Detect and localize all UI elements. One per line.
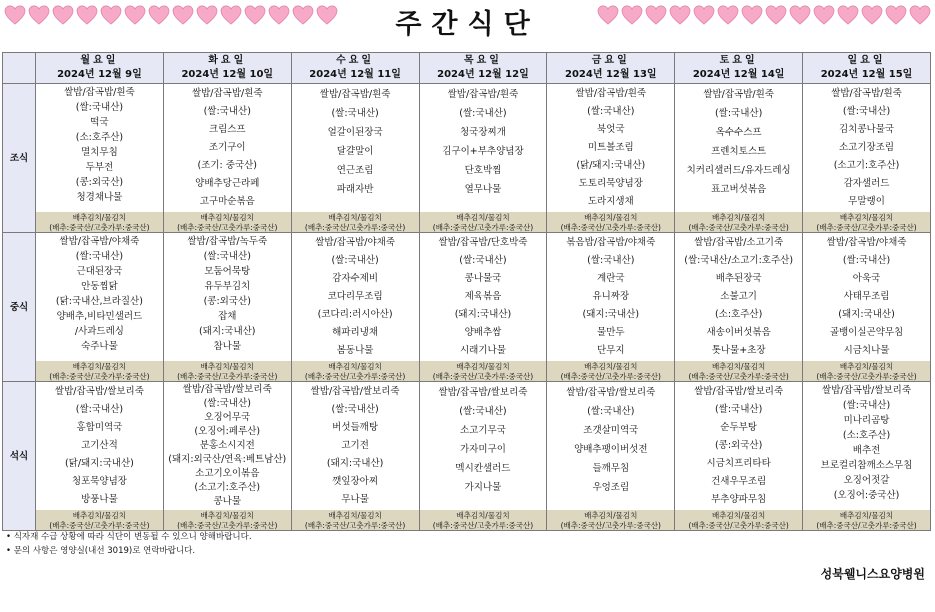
- menu-item: 단호박찜: [464, 165, 502, 176]
- menu-item: 코다리무조림: [327, 291, 383, 302]
- day-date: 2024년 12월 10일: [181, 69, 274, 80]
- kimchi-line: (배추:중국산/고춧가루:중국산): [177, 222, 278, 232]
- menu-item: (쌀:국내산): [459, 108, 507, 119]
- menu-item: 조기구이: [208, 142, 246, 153]
- menu-items: [292, 382, 419, 510]
- kimchi-band: [164, 361, 291, 381]
- kimchi-line: 배추김치/물김치: [456, 213, 510, 222]
- menu-item: 우엉조림: [592, 482, 630, 493]
- menu-item: 콩나물국: [464, 273, 502, 284]
- menu-item: 배추전: [852, 445, 881, 456]
- day-header-5: [675, 53, 803, 84]
- menu-item: (닭/돼지:국내산): [64, 458, 134, 469]
- menu-item: 시금치프리타타: [706, 458, 771, 469]
- menu-item: (조기: 중국산): [197, 160, 258, 171]
- menu-item: 깻잎장아찌: [332, 476, 379, 487]
- menu-cell: [291, 382, 419, 531]
- kimchi-band: [292, 212, 419, 232]
- menu-item: (쌀:국내산): [331, 255, 379, 266]
- menu-item: 청포묵양념장: [71, 476, 127, 487]
- menu-item: 단무지: [597, 345, 625, 356]
- kimchi-line: 배추김치/물김치: [839, 213, 894, 222]
- menu-cell: [803, 382, 931, 531]
- menu-item: (쌀:국내산): [203, 106, 251, 117]
- menu-item: 시금치나물: [843, 345, 890, 356]
- kimchi-band: [164, 212, 291, 232]
- day-name: 수요일: [336, 55, 375, 66]
- menu-item: 소고기장조림: [839, 142, 895, 153]
- menu-item: (코다리:러시아산): [317, 309, 393, 320]
- menu-item: 쌀밥/잡곡밥/쌀보리죽: [694, 386, 784, 397]
- menu-item: 골뱅이실곤약무침: [829, 327, 904, 338]
- menu-items: [420, 84, 547, 212]
- menu-item: 무말랭이: [848, 196, 885, 207]
- kimchi-band: [292, 510, 419, 530]
- menu-item: 계란국: [597, 273, 625, 284]
- menu-item: 가자미구이: [460, 444, 506, 455]
- kimchi-line: (배추:중국산/고춧가루:중국산): [816, 371, 917, 381]
- menu-item: (쌀:국내산): [587, 106, 635, 117]
- menu-item: (쌀:국내산): [842, 106, 891, 117]
- menu-items: [36, 382, 163, 510]
- kimchi-line: 배추김치/물김치: [72, 511, 127, 520]
- menu-item: 유니짜장: [592, 291, 630, 302]
- kimchi-line: 배추김치/물김치: [584, 213, 638, 222]
- kimchi-line: (배추:중국산/고춧가루:중국산): [688, 222, 789, 232]
- meal-row-2: [3, 382, 931, 531]
- kimchi-line: 배추김치/물김치: [328, 511, 382, 520]
- menu-item: 쌀밥/잡곡밥/흰죽: [64, 87, 135, 98]
- kimchi-band: [675, 510, 802, 530]
- menu-cell: [547, 84, 675, 233]
- menu-item: 숙주나물: [81, 341, 118, 352]
- menu-item: 쌀밥/잡곡밥/흰죽: [575, 88, 647, 99]
- day-name: 월요일: [80, 55, 119, 66]
- menu-item: 아욱국: [852, 273, 881, 284]
- menu-item: 청경채나물: [76, 192, 123, 203]
- menu-items: [547, 84, 674, 212]
- menu-item: 쌀밥/잡곡밥/흰죽: [319, 89, 391, 100]
- menu-item: 가지나물: [464, 482, 502, 493]
- menu-item: (돼지:외국산/연육:베트남산): [168, 454, 287, 465]
- menu-item: 유두부김치: [204, 281, 251, 292]
- kimchi-line: (배추:중국산/고춧가루:중국산): [177, 371, 278, 381]
- kimchi-line: (배추:중국산/고춧가루:중국산): [560, 222, 661, 232]
- note-2-text: 문의 사항은 영양실(내선 3019)로 연락바랍니다.: [13, 546, 196, 556]
- menu-item: (닭:국내산,브라질산): [55, 296, 143, 307]
- kimchi-line: 배추김치/물김치: [839, 511, 894, 520]
- kimchi-line: (배추:중국산/고춧가루:중국산): [688, 520, 789, 530]
- day-name: 목요일: [463, 55, 502, 66]
- menu-item: 소고기오이볶음: [195, 468, 260, 479]
- kimchi-line: (배추:중국산/고춧가루:중국산): [49, 371, 150, 381]
- day-date: 2024년 12월 11일: [309, 69, 401, 80]
- menu-item: 안동찜닭: [81, 281, 118, 292]
- menu-items: [292, 84, 419, 212]
- kimchi-line: (배추:중국산/고춧가루:중국산): [49, 520, 150, 530]
- menu-cell: [675, 382, 803, 531]
- menu-item: 쌀밥/잡곡밥/흰죽: [447, 89, 519, 100]
- menu-item: 콩나물: [213, 496, 242, 507]
- menu-item: 파래자반: [336, 184, 374, 195]
- menu-item: 소불고기: [720, 291, 757, 302]
- kimchi-band: [675, 212, 802, 232]
- menu-item: 잡채: [218, 311, 237, 322]
- menu-items: [547, 233, 674, 361]
- menu-item: 고기전: [341, 440, 369, 451]
- day-name: 토요일: [719, 55, 758, 66]
- day-header-2: [291, 53, 419, 84]
- kimchi-line: 배추김치/물김치: [712, 213, 766, 222]
- menu-item: (쌀:국내산): [75, 102, 124, 113]
- menu-cell: [36, 233, 164, 382]
- menu-item: 김구이+부추양념장: [442, 146, 524, 157]
- kimchi-band: [547, 510, 674, 530]
- kimchi-band: [420, 212, 547, 232]
- kimchi-band: [803, 212, 930, 232]
- menu-items: [803, 233, 930, 361]
- menu-item: 제육볶음: [464, 291, 502, 302]
- menu-cell: [547, 233, 675, 382]
- menu-item: 미트볼조림: [587, 142, 634, 153]
- day-date: 2024년 12월 14일: [692, 69, 785, 80]
- kimchi-line: (배추:중국산/고춧가루:중국산): [432, 371, 534, 381]
- day-header-4: [547, 53, 675, 84]
- menu-item: 고기산적: [81, 440, 118, 451]
- menu-item: (콩:외국산): [75, 177, 124, 188]
- menu-item: 쌀밥/잡곡밥/흰죽: [703, 89, 774, 100]
- day-header-3: [419, 53, 547, 84]
- menu-item: (소고기:호주산): [833, 160, 900, 171]
- menu-item: 참나물: [213, 341, 242, 352]
- kimchi-line: (배추:중국산/고춧가루:중국산): [177, 520, 278, 530]
- kimchi-band: [36, 510, 163, 530]
- menu-cell: [163, 84, 291, 233]
- menu-item: 분홍소시지전: [199, 440, 255, 451]
- kimchi-line: (배추:중국산/고춧가루:중국산): [688, 371, 789, 381]
- menu-cell: [803, 233, 931, 382]
- menu-items: [420, 233, 547, 361]
- menu-item: 부추양파무침: [711, 494, 767, 505]
- menu-item: (쌀:국내산): [714, 404, 763, 415]
- menu-item: (돼지:국내산): [582, 309, 640, 320]
- menu-item: 홍합미역국: [76, 422, 123, 433]
- day-header-0: [36, 53, 164, 84]
- menu-item: 얼갈이된장국: [327, 127, 383, 138]
- menu-items: [420, 382, 547, 510]
- menu-item: (오징어:페루산): [194, 426, 261, 437]
- menu-item: (쌀:국내산): [587, 406, 635, 417]
- corner-cell: [3, 53, 36, 84]
- menu-item: 연근조림: [336, 165, 374, 176]
- kimchi-line: (배추:중국산/고춧가루:중국산): [304, 222, 406, 232]
- menu-item: 물만두: [597, 327, 625, 338]
- menu-item: 치커리샐러드/유자드레싱: [686, 165, 791, 176]
- menu-item: (쌀:국내산): [75, 251, 124, 262]
- menu-item: 감자샐러드: [843, 178, 890, 189]
- menu-item: 오징어젓갈: [843, 475, 890, 486]
- menu-item: 쌀밥/잡곡밥/야채죽: [59, 236, 140, 247]
- menu-items: [803, 382, 930, 510]
- menu-cell: [163, 382, 291, 531]
- menu-item: 양배추당근라페: [195, 178, 260, 189]
- page-title: 주간식단: [395, 9, 540, 40]
- kimchi-line: 배추김치/물김치: [712, 362, 766, 371]
- menu-item: 양배추팽이버섯전: [574, 444, 648, 455]
- menu-items: [803, 84, 930, 212]
- kimchi-band: [420, 510, 547, 530]
- kimchi-line: 배추김치/물김치: [456, 511, 510, 520]
- menu-item: (쌀:국내산): [331, 108, 379, 119]
- menu-item: (쌀:국내산): [331, 404, 379, 415]
- menu-cell: [163, 233, 291, 382]
- menu-item: 고구마순볶음: [199, 196, 255, 207]
- kimchi-line: 배추김치/물김치: [72, 213, 127, 222]
- menu-item: 도라지생채: [587, 196, 634, 207]
- kimchi-line: 배추김치/물김치: [200, 362, 254, 371]
- weekly-menu-table: [2, 52, 931, 531]
- kimchi-line: 배추김치/물김치: [328, 213, 382, 222]
- menu-item: (돼지:국내산): [454, 309, 512, 320]
- kimchi-line: (배추:중국산/고춧가루:중국산): [432, 222, 534, 232]
- menu-item: 쌀밥/잡곡밥/야채죽: [826, 237, 907, 248]
- menu-item: 볶음밥/잡곡밥/야채죽: [566, 237, 656, 248]
- kimchi-band: [164, 510, 291, 530]
- menu-item: (닭/돼지:국내산): [576, 160, 646, 171]
- meal-row-1: [3, 233, 931, 382]
- menu-item: 북엇국: [597, 124, 625, 135]
- menu-item: 쌀밥/잡곡밥/흰죽: [831, 88, 902, 99]
- menu-item: 쌀밥/잡곡밥/쌀보리죽: [310, 386, 400, 397]
- menu-items: [36, 84, 163, 212]
- kimchi-line: (배추:중국산/고춧가루:중국산): [304, 520, 406, 530]
- menu-items: [675, 233, 802, 361]
- menu-items: [292, 233, 419, 361]
- menu-cell: [419, 382, 547, 531]
- kimchi-band: [547, 212, 674, 232]
- menu-items: [164, 382, 291, 510]
- menu-items: [164, 84, 291, 212]
- kimchi-line: 배추김치/물김치: [839, 362, 894, 371]
- kimchi-band: [547, 361, 674, 381]
- kimchi-line: 배추김치/물김치: [200, 213, 254, 222]
- menu-item: 쌀밥/잡곡밥/쌀보리죽: [182, 384, 272, 395]
- note-1: • 식자재 수급 상황에 따라 식단이 변동될 수 있으니 양해바랍니다.: [6, 532, 252, 542]
- menu-item: 봄동나물: [336, 345, 374, 356]
- menu-item: 방풍나물: [81, 494, 118, 505]
- menu-item: 새송이버섯볶음: [706, 327, 771, 338]
- menu-item: (돼지:국내산): [838, 309, 895, 320]
- menu-item: 쌀밥/잡곡밥/야채죽: [315, 237, 396, 248]
- menu-item: (소고기:호주산): [194, 482, 261, 493]
- menu-cell: [547, 382, 675, 531]
- kimchi-line: (배추:중국산/고춧가루:중국산): [432, 520, 534, 530]
- menu-item: 배추된장국: [715, 273, 762, 284]
- menu-item: 해파리냉채: [332, 327, 379, 338]
- kimchi-line: (배추:중국산/고춧가루:중국산): [560, 520, 661, 530]
- meal-label: 조식: [3, 84, 36, 233]
- kimchi-band: [420, 361, 547, 381]
- menu-item: 프렌치토스트: [711, 146, 767, 157]
- menu-item: 떡국: [90, 117, 109, 128]
- menu-item: 청국장찌개: [460, 127, 506, 138]
- menu-item: 톳나물+초장: [711, 345, 766, 356]
- menu-item: 양배추,비타민샐러드: [56, 311, 143, 322]
- menu-item: 도토리묵양념장: [578, 178, 643, 189]
- day-date: 2024년 12월 15일: [820, 69, 913, 80]
- menu-item: 건새우무조림: [711, 476, 767, 487]
- menu-item: 쌀밥/잡곡밥/쌀보리죽: [438, 387, 528, 398]
- menu-item: 두부전: [85, 162, 114, 173]
- kimchi-line: 배추김치/물김치: [712, 511, 766, 520]
- menu-item: 버섯들깨탕: [332, 422, 379, 433]
- menu-item: 쌀밥/잡곡밥/쌀보리죽: [566, 387, 656, 398]
- menu-item: 표고버섯볶음: [711, 184, 767, 195]
- menu-item: (소:호주산): [714, 309, 763, 320]
- menu-item: 브로컬리참깨소스무침: [820, 460, 913, 471]
- meal-row-0: [3, 84, 931, 233]
- meal-label: 중식: [3, 233, 36, 382]
- menu-cell: [36, 84, 164, 233]
- kimchi-band: [36, 212, 163, 232]
- menu-item: (콩:외국산): [714, 440, 763, 451]
- kimchi-line: (배추:중국산/고춧가루:중국산): [304, 371, 406, 381]
- day-date: 2024년 12월 9일: [57, 69, 142, 80]
- menu-item: 미나리곰탕: [843, 415, 890, 426]
- menu-item: (콩:외국산): [203, 296, 251, 307]
- menu-item: (쌀:국내산): [203, 398, 251, 409]
- menu-item: (오징어:중국산): [833, 490, 900, 501]
- menu-item: 오징어무국: [204, 412, 251, 423]
- kimchi-band: [803, 510, 930, 530]
- menu-items: [547, 382, 674, 510]
- day-date: 2024년 12월 12일: [437, 69, 529, 80]
- menu-item: (쌀:국내산): [842, 255, 891, 266]
- day-header-6: [803, 53, 931, 84]
- kimchi-line: 배추김치/물김치: [72, 362, 127, 371]
- menu-item: (돼지:국내산): [199, 326, 256, 337]
- menu-item: 감자수제비: [332, 273, 379, 284]
- menu-item: (쌀:국내산): [842, 400, 891, 411]
- menu-cell: [675, 84, 803, 233]
- menu-item: 옥수수스프: [715, 127, 762, 138]
- kimchi-line: 배추김치/물김치: [584, 362, 638, 371]
- menu-item: 열무나물: [464, 184, 502, 195]
- kimchi-line: 배추김치/물김치: [200, 511, 254, 520]
- menu-items: [675, 382, 802, 510]
- kimchi-line: 배추김치/물김치: [456, 362, 510, 371]
- menu-item: 양배추쌈: [464, 327, 502, 338]
- note-2: • 문의 사항은 영양실(내선 3019)로 연락바랍니다.: [6, 546, 196, 556]
- menu-item: (쌀:국내산): [714, 108, 763, 119]
- menu-cell: [419, 233, 547, 382]
- meal-label: 석식: [3, 382, 36, 531]
- menu-item: /사과드레싱: [74, 326, 124, 337]
- day-header-1: [163, 53, 291, 84]
- menu-item: 쌀밥/잡곡밥/소고기죽: [694, 237, 784, 248]
- menu-item: (쌀:국내산): [75, 404, 124, 415]
- menu-item: 크림스프: [208, 124, 246, 135]
- menu-item: 멕시칸샐러드: [455, 463, 511, 474]
- note-1-text: 식자재 수급 상황에 따라 식단이 변동될 수 있으니 양해바랍니다.: [13, 532, 252, 542]
- menu-item: (소:호주산): [842, 430, 891, 441]
- menu-item: 쌀밥/잡곡밥/녹두죽: [187, 236, 268, 247]
- menu-item: 멸치무침: [81, 147, 118, 158]
- menu-item: 근대된장국: [76, 266, 123, 277]
- menu-item: (소:호주산): [75, 132, 124, 143]
- menu-item: (돼지:국내산): [326, 458, 384, 469]
- menu-item: 들깨무침: [592, 463, 630, 474]
- menu-cell: [419, 84, 547, 233]
- kimchi-band: [36, 361, 163, 381]
- menu-cell: [291, 84, 419, 233]
- menu-cell: [803, 84, 931, 233]
- hospital-name: 성북웰니스요양병원: [820, 567, 925, 581]
- menu-item: 순두부탕: [720, 422, 757, 433]
- menu-items: [675, 84, 802, 212]
- footer-notes: [6, 530, 252, 558]
- menu-item: 쌀밥/잡곡밥/쌀보리죽: [54, 386, 144, 397]
- kimchi-line: (배추:중국산/고춧가루:중국산): [816, 222, 917, 232]
- day-name: 일요일: [847, 55, 886, 66]
- menu-item: (쌀:국내산): [587, 255, 635, 266]
- kimchi-line: 배추김치/물김치: [328, 362, 382, 371]
- menu-item: (쌀:국내산/소고기:호주산): [684, 255, 794, 266]
- menu-item: 무나물: [341, 494, 369, 505]
- day-header-row: [3, 53, 931, 84]
- menu-item: 조갯살미역국: [583, 425, 639, 436]
- menu-item: 시래기나물: [460, 345, 506, 356]
- kimchi-line: (배추:중국산/고춧가루:중국산): [560, 371, 661, 381]
- menu-item: (쌀:국내산): [459, 255, 507, 266]
- kimchi-band: [675, 361, 802, 381]
- kimchi-band: [292, 361, 419, 381]
- menu-item: 사태무조림: [843, 291, 890, 302]
- menu-item: 달걀말이: [336, 146, 374, 157]
- menu-item: 쌀밥/잡곡밥/흰죽: [191, 88, 263, 99]
- menu-items: [164, 233, 291, 361]
- kimchi-line: (배추:중국산/고춧가루:중국산): [49, 222, 150, 232]
- menu-cell: [291, 233, 419, 382]
- menu-items: [36, 233, 163, 361]
- menu-item: 쌀밥/잡곡밥/쌀보리죽: [822, 385, 912, 396]
- menu-item: 쌀밥/잡곡밥/단호박죽: [438, 237, 528, 248]
- day-date: 2024년 12월 13일: [564, 69, 657, 80]
- kimchi-band: [803, 361, 930, 381]
- menu-item: 김치콩나물국: [839, 124, 895, 135]
- menu-item: 모둠어묵탕: [204, 266, 251, 277]
- kimchi-line: (배추:중국산/고춧가루:중국산): [816, 520, 917, 530]
- day-name: 화요일: [208, 55, 247, 66]
- menu-item: (쌀:국내산): [203, 251, 251, 262]
- day-name: 금요일: [591, 55, 630, 66]
- menu-cell: [36, 382, 164, 531]
- menu-cell: [675, 233, 803, 382]
- menu-item: (쌀:국내산): [459, 406, 507, 417]
- kimchi-line: 배추김치/물김치: [584, 511, 638, 520]
- menu-item: 소고기무국: [460, 425, 506, 436]
